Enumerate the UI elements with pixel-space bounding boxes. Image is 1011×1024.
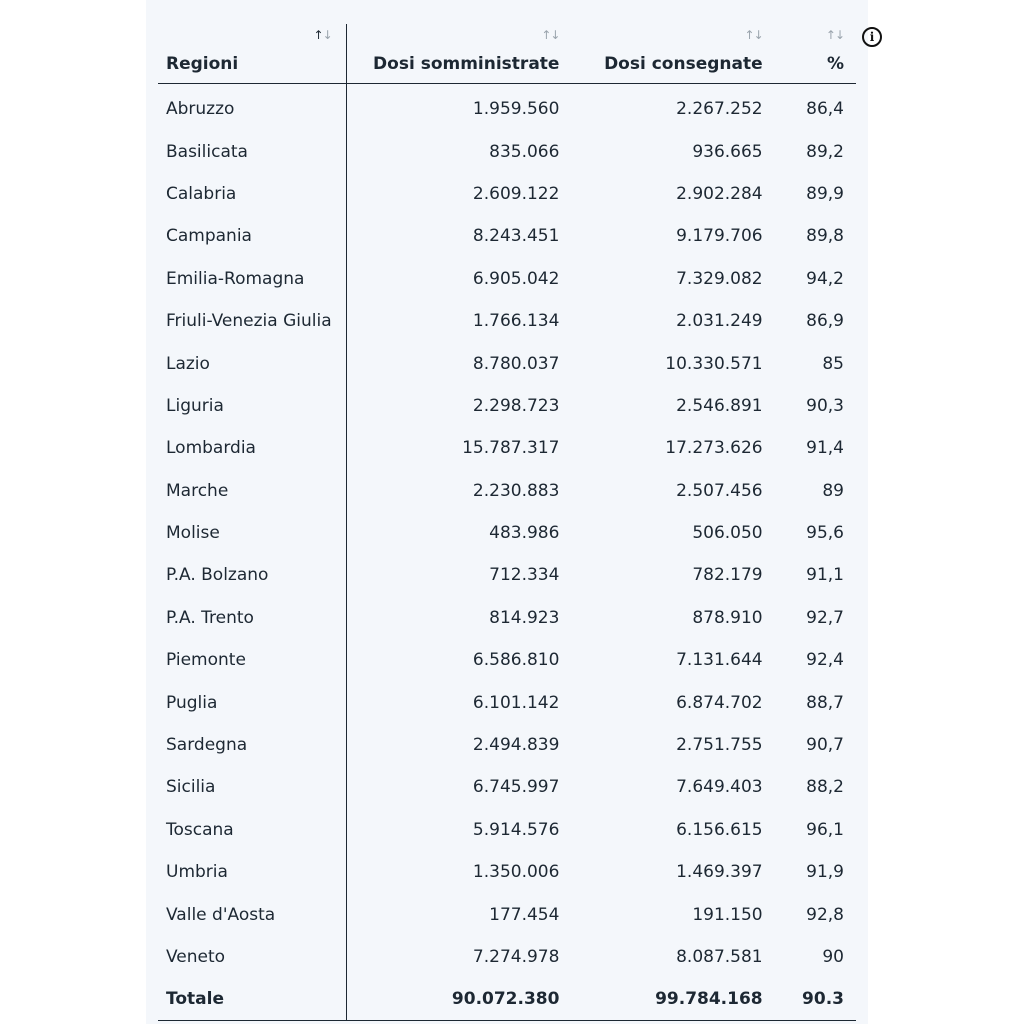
column-header-percent-label: %: [826, 54, 844, 74]
percent-value: 86,4: [806, 99, 844, 120]
total-delivered: 99.784.168: [573, 978, 776, 1021]
table-row: [158, 597, 856, 639]
percent-value: 90,3: [806, 395, 844, 416]
percent-value: 86,9: [806, 311, 844, 332]
doses-delivered: 878.910: [692, 607, 763, 628]
table-row: [158, 851, 856, 893]
table-row: [158, 936, 856, 978]
percent-value: 91,4: [806, 438, 844, 459]
region-name: Liguria: [158, 385, 346, 427]
doses-administered: 5.914.576: [472, 819, 560, 840]
doses-administered: 814.923: [489, 607, 560, 628]
table-row: [158, 130, 856, 172]
region-name: Basilicata: [158, 130, 346, 172]
doses-delivered: 2.507.456: [676, 480, 763, 501]
column-header-administered[interactable]: [346, 24, 573, 84]
doses-administered: 177.454: [489, 904, 560, 925]
doses-delivered: 6.156.615: [676, 819, 763, 840]
doses-delivered: 9.179.706: [676, 226, 763, 247]
doses-delivered: 6.874.702: [676, 692, 763, 713]
table-row: [158, 512, 856, 554]
doses-delivered: 17.273.626: [665, 438, 763, 459]
percent-value: 90: [822, 947, 844, 967]
region-name: Sicilia: [158, 766, 346, 808]
total-row: [158, 978, 856, 1021]
region-name: Lazio: [158, 342, 346, 384]
percent-value: 95,6: [806, 523, 844, 544]
total-percent: 90.3: [777, 978, 856, 1021]
table-row: [158, 342, 856, 384]
doses-delivered: 191.150: [692, 904, 763, 925]
doses-delivered: 782.179: [692, 565, 763, 586]
table-row: [158, 809, 856, 851]
table-row: [158, 427, 856, 469]
doses-delivered: 7.649.403: [676, 777, 763, 798]
table-row: [158, 84, 856, 131]
doses-administered: 2.609.122: [472, 183, 560, 204]
doses-administered: 15.787.317: [462, 438, 560, 459]
table-row: [158, 639, 856, 681]
doses-administered: 835.066: [489, 141, 560, 162]
doses-delivered: 1.469.397: [676, 862, 763, 883]
doses-administered: 7.274.978: [472, 947, 560, 967]
region-name: Lombardia: [158, 427, 346, 469]
table-row: [158, 258, 856, 300]
doses-delivered: 7.131.644: [676, 650, 763, 671]
table-row: [158, 173, 856, 215]
region-name: Friuli-Venezia Giulia: [158, 300, 346, 342]
doses-administered: 1.959.560: [472, 99, 560, 120]
doses-administered: 2.494.839: [472, 735, 560, 756]
doses-administered: 1.350.006: [472, 862, 560, 883]
sort-arrows-icon[interactable]: ↑↓: [744, 28, 763, 42]
percent-value: 94,2: [806, 268, 844, 289]
doses-delivered: 2.031.249: [676, 311, 763, 332]
doses-delivered: 2.751.755: [676, 735, 763, 756]
region-name: P.A. Trento: [158, 597, 346, 639]
region-name: Abruzzo: [158, 84, 346, 131]
percent-value: 85: [822, 353, 844, 374]
doses-administered: 8.780.037: [472, 353, 560, 374]
doses-administered: 712.334: [489, 565, 560, 586]
region-name: Veneto: [158, 936, 346, 978]
total-label: Totale: [158, 978, 346, 1021]
percent-value: 89,8: [806, 226, 844, 247]
percent-value: 89,9: [806, 183, 844, 204]
doses-administered: 2.230.883: [472, 480, 560, 501]
table-row: [158, 724, 856, 766]
column-header-percent[interactable]: [777, 24, 856, 84]
info-icon[interactable]: i: [862, 27, 882, 47]
region-name: Toscana: [158, 809, 346, 851]
doses-administered: 8.243.451: [472, 226, 560, 247]
region-name: Sardegna: [158, 724, 346, 766]
doses-delivered: 10.330.571: [665, 353, 763, 374]
doses-delivered: 2.267.252: [676, 99, 763, 120]
doses-delivered: 8.087.581: [676, 947, 763, 967]
column-header-region-label: Regioni: [166, 54, 239, 74]
region-name: P.A. Bolzano: [158, 554, 346, 596]
region-name: Campania: [158, 215, 346, 257]
table-row: [158, 893, 856, 935]
region-name: Marche: [158, 470, 346, 512]
percent-value: 92,4: [806, 650, 844, 671]
percent-value: 88,7: [806, 692, 844, 713]
doses-administered: 6.586.810: [472, 650, 560, 671]
percent-value: 92,8: [806, 904, 844, 925]
column-header-region[interactable]: [158, 24, 346, 84]
column-header-administered-label: Dosi somministrate: [373, 54, 560, 74]
doses-delivered: 936.665: [692, 141, 763, 162]
percent-value: 91,1: [806, 565, 844, 586]
table-row: [158, 300, 856, 342]
percent-value: 88,2: [806, 777, 844, 798]
doses-delivered: 2.546.891: [676, 395, 763, 416]
table-row: [158, 470, 856, 512]
doses-administered: 1.766.134: [472, 311, 560, 332]
total-administered: 90.072.380: [346, 978, 573, 1021]
doses-administered: 483.986: [489, 523, 560, 544]
region-name: Emilia-Romagna: [158, 258, 346, 300]
percent-value: 89,2: [806, 141, 844, 162]
doses-administered: 2.298.723: [472, 395, 560, 416]
header-row: [158, 24, 856, 84]
percent-value: 92,7: [806, 607, 844, 628]
table-row: [158, 385, 856, 427]
percent-value: 89: [822, 480, 844, 501]
doses-delivered: 7.329.082: [676, 268, 763, 289]
sort-arrows-icon[interactable]: ↑↓: [313, 28, 332, 42]
sort-arrows-icon[interactable]: ↑↓: [541, 28, 560, 42]
sort-arrows-icon[interactable]: ↑↓: [825, 28, 844, 42]
table-row: [158, 766, 856, 808]
region-name: Umbria: [158, 851, 346, 893]
region-name: Calabria: [158, 173, 346, 215]
table-body: [158, 84, 856, 1021]
column-header-delivered[interactable]: [573, 24, 776, 84]
table-row: [158, 554, 856, 596]
region-name: Puglia: [158, 681, 346, 723]
region-name: Molise: [158, 512, 346, 554]
vaccine-doses-table: [158, 24, 856, 1021]
doses-delivered: 506.050: [692, 523, 763, 544]
table-row: [158, 681, 856, 723]
percent-value: 96,1: [806, 819, 844, 840]
table-row: [158, 215, 856, 257]
region-name: Piemonte: [158, 639, 346, 681]
column-header-delivered-label: Dosi consegnate: [604, 54, 763, 74]
doses-delivered: 2.902.284: [676, 183, 763, 204]
doses-administered: 6.101.142: [472, 692, 560, 713]
percent-value: 91,9: [806, 862, 844, 883]
region-name: Valle d'Aosta: [158, 893, 346, 935]
doses-administered: 6.905.042: [472, 268, 560, 289]
percent-value: 90,7: [806, 735, 844, 756]
doses-administered: 6.745.997: [472, 777, 560, 798]
